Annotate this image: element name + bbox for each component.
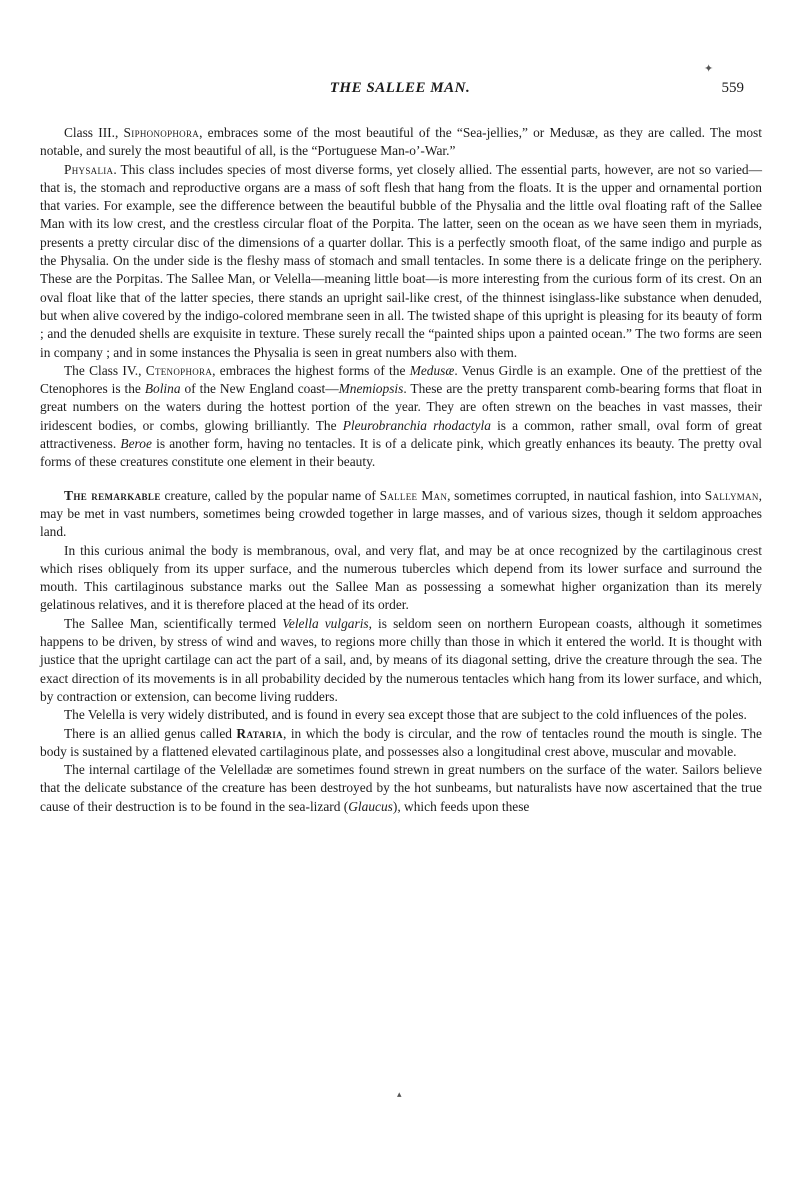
running-title: THE SALLEE MAN. <box>329 80 471 96</box>
paragraph-rataria: There is an allied genus called Rataria, in which the body is circular, and the row of tentacles round the mouth is single. The body is sustained by a flattened elevated cartilaginous plate, and possesses also a longitudinal crest above, muscular and movable. <box>40 725 763 759</box>
paragraph-physalia: Physalia. This class includes species of most diverse forms, yet closely allied. The essential parts, however, are not so varied—that is, the stomach and reproductive organs are a mass of soft flesh that hang from the floats. It is the upper and ornamental portion that varies. For example, see the difference between the beautiful bubble of the Physalia and the little oval floating raft of the Sallee Man with its low crest, and the crestless circular float of the Porpita. The latter, seen on the ocean as we have seen them in myriads, presents a pretty circular disc of the dimensions of a quarter dollar. This is a perfectly smooth float, of the same indigo and purple as the Physalia. On the under side is the fleshy mass of stomach and small tentacles. In some there is a delicate fringe on the periphery. These are the Porpitas. The Sallee Man, or Velella—meaning little boat—is more interesting from the curious form of its crest. On an oval float like that of the latter species, there stands an upright sail-like crest, of the thinnest isinglass-like substance when denuded, but when alive covered by the indigo-colored membrane seen in all. The twisted shape of this upright is pleasing for its beauty of form ; and the denuded shells are exquisite in texture. These surely recall the “painted ships upon a painted ocean.” The two forms are seen in company ; and in some instances the Physalia is seen in great numbers also with them. <box>40 161 762 360</box>
paragraph-body-description: In this curious animal the body is membranous, oval, and very flat, and may be at once recognized by the cartilaginous crest which rises obliquely from its upper surface, and the numerous tubercles which depend from its lower surface and surround the mouth. This cartilaginous substance marks out the Sallee Man as possessing a somewhat higher organization than its merely gelatinous relatives, and it is therefore placed at the head of its order. <box>40 542 762 613</box>
body-text <box>40 124 762 816</box>
paragraph-velelladae-cartilage: The internal cartilage of the Velelladæ are sometimes found strewn in great numbers on the surface of the water. Sailors believe that the delicate substance of the creature has been destroyed by the hot sunbeams, but naturalists have now ascertained that the true cause of their destruction is to be found in the sea-lizard (Glaucus), which feeds upon these <box>40 762 762 814</box>
paragraph-velella-vulgaris: The Sallee Man, scientifically termed Velella vulgaris, is seldom seen on northern European coasts, although it sometimes happens to be driven, by stress of wind and waves, to regions more chilly than those in which it entered the world. It is thought with justice that the upright cartilage can act the part of a sail, and, by means of its diagonal setting, drive the creature through the sea. The exact direction of its movements is in all probability decided by the numerous tentacles which hang from its lower surface, and which, by contraction or extension, can become living rudders. <box>40 615 762 704</box>
paragraph-ctenophora: The Class IV., Ctenophora, embraces the highest forms of the Medusæ. Venus Girdle is an example. One of the prettiest of the Ctenophores is the Bolina of the New England coast—Mnemiopsis. These are the pretty transparent comb-bearing forms that float in great numbers on the waters during the hottest portion of the year. They are often strewn on the beaches in vast masses, their iridescent bodies, or combs, glowing brilliantly. The Pleurobranchia rhodactyla is a common, rather small, oval form of great attractiveness. Beroe is another form, having no tentacles. It is of a delicate pink, which greatly enhances its beauty. The pretty oval forms of these creatures constitute one element in their beauty. <box>40 362 763 470</box>
paragraph-siphonophora: Class III., Siphonophora, embraces some of the most beautiful of the “Sea-jellies,” or Medusæ, as they are called. The most notable, and surely the most beautiful of all, is the “Portuguese Man-o’-War.” <box>40 125 762 159</box>
paragraph-distribution: The Velella is very widely distributed, and is found in every sea except those that are subject to the cold influences of the poles. <box>64 707 747 723</box>
paragraph-sallee-man-intro: The remarkable creature, called by the popular name of Sallee Man, sometimes corrupted, in nautical fashion, into Sallyman, may be met in vast numbers, sometimes being crowded together in large masses, and of various sizes, though it seldom approaches land. <box>40 487 763 540</box>
page-number: 559 <box>721 80 744 96</box>
printer-mark-top: ✦ <box>704 62 714 75</box>
page-header <box>0 80 800 108</box>
printer-mark-bottom: ▴ <box>397 1090 402 1100</box>
